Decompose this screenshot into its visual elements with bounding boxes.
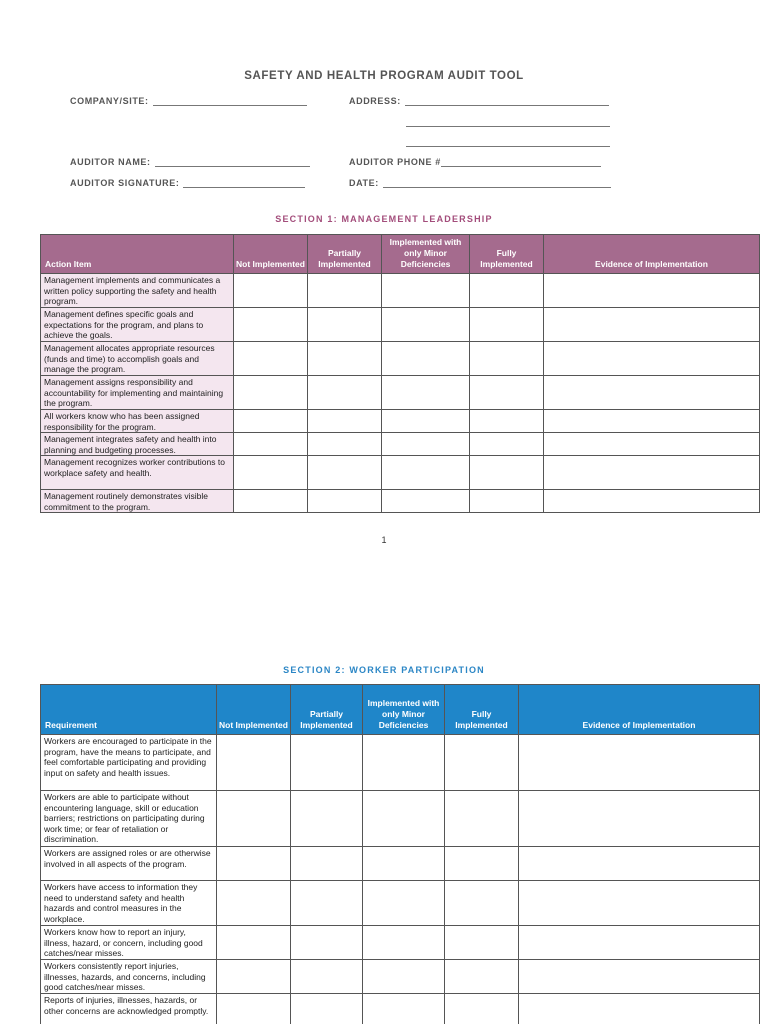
fully-implemented-cell[interactable] — [445, 791, 519, 847]
minor-deficiencies-cell[interactable] — [363, 881, 445, 926]
partially-implemented-cell[interactable] — [308, 410, 382, 433]
minor-deficiencies-cell[interactable] — [382, 410, 470, 433]
table-header-row — [41, 685, 760, 735]
not-implemented-cell[interactable] — [234, 433, 308, 456]
evidence-cell[interactable] — [519, 881, 760, 926]
evidence-cell[interactable] — [544, 490, 760, 513]
fully-implemented-cell[interactable] — [470, 456, 544, 490]
table-row — [41, 342, 760, 376]
table-row — [41, 994, 760, 1024]
column-header: Partially Implemented — [291, 685, 363, 735]
address-field[interactable] — [349, 96, 609, 106]
table-row — [41, 308, 760, 342]
partially-implemented-cell[interactable] — [291, 735, 363, 791]
worker-participation-table — [40, 684, 760, 1024]
table-row — [41, 847, 760, 881]
fully-implemented-cell[interactable] — [445, 960, 519, 994]
table-row — [41, 376, 760, 410]
requirement-cell: Reports of injuries, illnesses, hazards, or other concerns are acknowledged promptly. — [41, 994, 217, 1024]
fully-implemented-cell[interactable] — [470, 490, 544, 513]
fully-implemented-cell[interactable] — [445, 847, 519, 881]
partially-implemented-cell[interactable] — [291, 960, 363, 994]
auditor-signature-field[interactable] — [70, 178, 305, 188]
auditor-name-label: AUDITOR NAME: — [70, 157, 151, 167]
column-header: Implemented with only Minor Deficiencies — [363, 685, 445, 735]
fully-implemented-cell[interactable] — [470, 308, 544, 342]
table-row — [41, 881, 760, 926]
column-header: Action Item — [41, 235, 234, 274]
evidence-cell[interactable] — [544, 308, 760, 342]
action-item-cell: Management integrates safety and health into planning and budgeting processes. — [41, 433, 234, 456]
action-item-cell: Management recognizes worker contributions to workplace safety and health. — [41, 456, 234, 490]
not-implemented-cell[interactable] — [234, 490, 308, 513]
table-row — [41, 456, 760, 490]
page-number: 1 — [381, 535, 387, 545]
requirement-cell: Workers know how to report an injury, illness, hazard, or concern, including good catches/near misses. — [41, 926, 217, 960]
table-row — [41, 274, 760, 308]
evidence-cell[interactable] — [519, 926, 760, 960]
minor-deficiencies-cell[interactable] — [363, 791, 445, 847]
evidence-cell[interactable] — [544, 433, 760, 456]
fully-implemented-cell[interactable] — [470, 342, 544, 376]
auditor-phone-field[interactable] — [349, 157, 601, 167]
partially-implemented-cell[interactable] — [308, 490, 382, 513]
fully-implemented-cell[interactable] — [445, 881, 519, 926]
date-field[interactable] — [349, 178, 611, 188]
fully-implemented-cell[interactable] — [470, 274, 544, 308]
minor-deficiencies-cell[interactable] — [363, 994, 445, 1024]
evidence-cell[interactable] — [544, 410, 760, 433]
requirement-cell: Workers have access to information they need to understand safety and health hazards and control measures in the workplace. — [41, 881, 217, 926]
table-row — [41, 433, 760, 456]
auditor-phone-line[interactable] — [441, 158, 601, 167]
document-title: SAFETY AND HEALTH PROGRAM AUDIT TOOL — [244, 70, 524, 82]
fully-implemented-cell[interactable] — [445, 994, 519, 1024]
minor-deficiencies-cell[interactable] — [382, 274, 470, 308]
minor-deficiencies-cell[interactable] — [382, 376, 470, 410]
table-row — [41, 791, 760, 847]
column-header: Fully Implemented — [470, 235, 544, 274]
minor-deficiencies-cell[interactable] — [363, 926, 445, 960]
partially-implemented-cell[interactable] — [291, 791, 363, 847]
auditor-signature-label: AUDITOR SIGNATURE: — [70, 178, 180, 188]
requirement-cell: Workers consistently report injuries, illnesses, hazards, and concerns, including good catches/near misses. — [41, 960, 217, 994]
not-implemented-cell[interactable] — [234, 274, 308, 308]
auditor-name-field[interactable] — [70, 157, 310, 167]
evidence-cell[interactable] — [519, 791, 760, 847]
action-item-cell: Management assigns responsibility and accountability for implementing and maintaining the program. — [41, 376, 234, 410]
requirement-cell: Workers are able to participate without encountering language, skill or education barriers; restrictions on participating during work time; or fear of retaliation or discrimination. — [41, 791, 217, 847]
partially-implemented-cell[interactable] — [308, 456, 382, 490]
address-label: ADDRESS: — [349, 96, 401, 106]
management-leadership-table — [40, 234, 760, 513]
company-site-line[interactable] — [153, 97, 307, 106]
column-header: Fully Implemented — [445, 685, 519, 735]
evidence-cell[interactable] — [544, 342, 760, 376]
table-row — [41, 490, 760, 513]
requirement-cell: Workers are assigned roles or are otherwise involved in all aspects of the program. — [41, 847, 217, 881]
evidence-cell[interactable] — [544, 456, 760, 490]
column-header: Partially Implemented — [308, 235, 382, 274]
column-header: Evidence of Implementation — [544, 235, 760, 274]
partially-implemented-cell[interactable] — [308, 308, 382, 342]
column-header: Not Implemented — [217, 685, 291, 735]
evidence-cell[interactable] — [519, 735, 760, 791]
not-implemented-cell[interactable] — [217, 960, 291, 994]
requirement-cell: Workers are encouraged to participate in the program, have the means to participate, and feel comfortable participating and providing input on safety and health issues. — [41, 735, 217, 791]
minor-deficiencies-cell[interactable] — [382, 342, 470, 376]
company-site-label: COMPANY/SITE: — [70, 96, 149, 106]
table-row — [41, 960, 760, 994]
address-line-2[interactable] — [406, 126, 610, 127]
not-implemented-cell[interactable] — [234, 456, 308, 490]
table-row — [41, 926, 760, 960]
minor-deficiencies-cell[interactable] — [382, 433, 470, 456]
action-item-cell: Management routinely demonstrates visible commitment to the program. — [41, 490, 234, 513]
partially-implemented-cell[interactable] — [291, 994, 363, 1024]
minor-deficiencies-cell[interactable] — [363, 847, 445, 881]
not-implemented-cell[interactable] — [217, 881, 291, 926]
fully-implemented-cell[interactable] — [470, 433, 544, 456]
partially-implemented-cell[interactable] — [308, 274, 382, 308]
not-implemented-cell[interactable] — [234, 308, 308, 342]
fully-implemented-cell[interactable] — [470, 376, 544, 410]
not-implemented-cell[interactable] — [217, 791, 291, 847]
auditor-phone-label: AUDITOR PHONE # — [349, 157, 441, 167]
partially-implemented-cell[interactable] — [308, 342, 382, 376]
company-site-field[interactable] — [70, 96, 307, 106]
minor-deficiencies-cell[interactable] — [363, 735, 445, 791]
auditor-name-line[interactable] — [155, 158, 310, 167]
date-label: DATE: — [349, 178, 379, 188]
date-line[interactable] — [383, 179, 611, 188]
action-item-cell: Management defines specific goals and expectations for the program, and plans to achieve the goals. — [41, 308, 234, 342]
column-header: Evidence of Implementation — [519, 685, 760, 735]
partially-implemented-cell[interactable] — [291, 881, 363, 926]
partially-implemented-cell[interactable] — [308, 433, 382, 456]
address-line[interactable] — [405, 97, 609, 106]
not-implemented-cell[interactable] — [217, 847, 291, 881]
action-item-cell: Management implements and communicates a written policy supporting the safety and health program. — [41, 274, 234, 308]
column-header: Requirement — [41, 685, 217, 735]
not-implemented-cell[interactable] — [234, 342, 308, 376]
evidence-cell[interactable] — [519, 994, 760, 1024]
partially-implemented-cell[interactable] — [291, 926, 363, 960]
fully-implemented-cell[interactable] — [445, 926, 519, 960]
fully-implemented-cell[interactable] — [470, 410, 544, 433]
minor-deficiencies-cell[interactable] — [382, 490, 470, 513]
minor-deficiencies-cell[interactable] — [363, 960, 445, 994]
minor-deficiencies-cell[interactable] — [382, 456, 470, 490]
partially-implemented-cell[interactable] — [291, 847, 363, 881]
address-line-3[interactable] — [406, 146, 610, 147]
evidence-cell[interactable] — [544, 274, 760, 308]
fully-implemented-cell[interactable] — [445, 735, 519, 791]
table-header-row — [41, 235, 760, 274]
action-item-cell: Management allocates appropriate resources (funds and time) to accomplish goals and manage the program. — [41, 342, 234, 376]
column-header: Implemented with only Minor Deficiencies — [382, 235, 470, 274]
column-header: Not Implemented — [234, 235, 308, 274]
action-item-cell: All workers know who has been assigned responsibility for the program. — [41, 410, 234, 433]
table-row — [41, 735, 760, 791]
not-implemented-cell[interactable] — [234, 376, 308, 410]
evidence-cell[interactable] — [544, 376, 760, 410]
not-implemented-cell[interactable] — [217, 994, 291, 1024]
evidence-cell[interactable] — [519, 847, 760, 881]
auditor-signature-line[interactable] — [183, 179, 305, 188]
section-1-title: SECTION 1: MANAGEMENT LEADERSHIP — [275, 214, 493, 224]
section-2-title: SECTION 2: WORKER PARTICIPATION — [283, 665, 485, 675]
not-implemented-cell[interactable] — [217, 926, 291, 960]
partially-implemented-cell[interactable] — [308, 376, 382, 410]
evidence-cell[interactable] — [519, 960, 760, 994]
not-implemented-cell[interactable] — [217, 735, 291, 791]
not-implemented-cell[interactable] — [234, 410, 308, 433]
table-row — [41, 410, 760, 433]
minor-deficiencies-cell[interactable] — [382, 308, 470, 342]
